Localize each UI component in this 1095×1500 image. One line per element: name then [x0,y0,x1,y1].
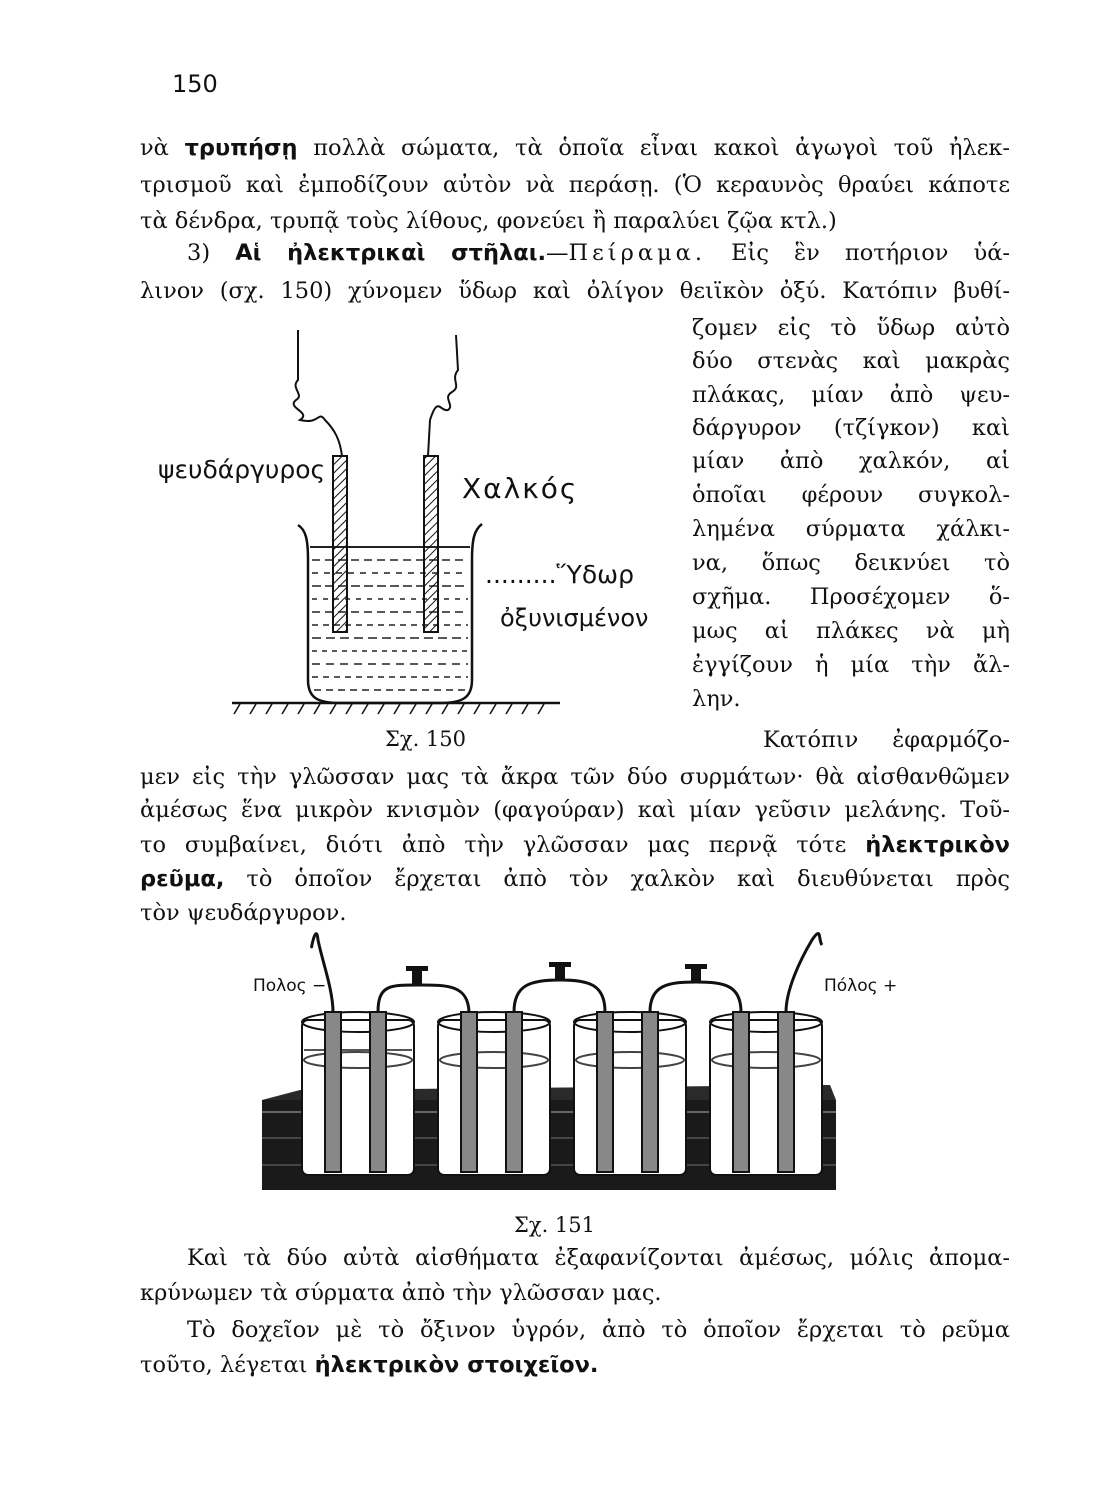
copper-label: Χαλκός [462,472,579,505]
section-title: Αἱ ἠλεκτρικαὶ στῆλαι. [235,240,547,266]
paragraph-1-line-2: τρισμοῦ καὶ ἐμποδίζουν αὐτὸν νὰ περάσῃ. (Ὁ κεραυνὸς θραύει κάποτε [140,172,1010,198]
negative-pole-label: Πολος − [253,976,327,996]
leader-dots: ......... [485,560,557,589]
section-number: 3) [187,240,211,266]
text: νὰ [140,135,185,161]
experiment-label: Πείραμα. [568,240,707,266]
jar-1 [302,1012,414,1175]
right-column-line: πλάκας, μίαν ἀπὸ ψευ- [692,382,1010,408]
figure-150-caption: Σχ. 150 [385,727,467,751]
right-column-line: δάργυρον (τζίγκον) καὶ [692,415,1010,441]
right-column-line: σχῆμα. Προσέχομεν ὅ- [692,584,1010,610]
paragraph-2-line-2: μεν εἰς τὴν γλῶσσαν μας τὰ ἄκρα τῶν δύο συρμάτων· θὰ αἰσθανθῶμεν [140,764,1010,790]
water-label: Ὕδωρ [556,560,634,589]
paragraph-2-line-1: Κατόπιν ἐφαρμόζο- [763,727,1010,753]
paragraph-3-line-2: κρύνωμεν τὰ σύρματα ἀπὸ τὴν γλῶσσαν μας. [140,1280,662,1306]
right-column-line: λην. [692,686,741,712]
paragraph-4-line-1: Τὸ δοχεῖον μὲ τὸ ὄξινον ὑγρόν, ἀπὸ τὸ ὁποῖον ἔρχεται τὸ ρεῦμα [187,1317,1010,1343]
right-column-line: να, ὅπως δεικνύει τὸ [692,550,1010,576]
paragraph-2-line-6: τὸν ψευδάργυρον. [140,900,347,926]
text: Εἰς ἓν ποτήριον ὑά- [706,240,1010,266]
paragraph-4-line-2 [140,1350,598,1380]
bold-term-electric-cell: ἠλεκτρικὸν στοιχεῖον. [314,1352,599,1378]
positive-pole-label: Πόλος + [824,976,898,996]
page-number: 150 [172,70,218,98]
section-dash: — [546,240,569,266]
zinc-label: ψευδάργυρος [158,455,326,484]
text: τὸ ὁποῖον ἔρχεται ἀπὸ τὸν χαλκὸν καὶ διευθύνεται πρὸς [224,866,1010,892]
bold-term-trypisi: τρυπήσῃ [184,135,298,161]
right-column-line: ζομεν εἰς τὸ ὕδωρ αὐτὸ [692,315,1010,341]
section-line-2: λινον (σχ. 150) χύνομεν ὕδωρ καὶ ὀλίγον θειϊκὸν ὀξύ. Κατόπιν βυθί- [140,278,1010,304]
jar-3 [574,1012,686,1175]
right-column-line: ἐγγίζουν ἡ μία τὴν ἄλ- [692,652,1010,678]
text: τοῦτο, λέγεται [140,1352,315,1378]
paragraph-3-line-1: Καὶ τὰ δύο αὐτὰ αἰσθήματα ἐξαφανίζονται ἀμέσως, μόλις ἀπομα- [187,1245,1010,1271]
bold-term-electric: ἠλεκτρικὸν [865,832,1010,858]
paragraph-2-line-3: ἀμέσως ἕνα μικρὸν κνισμὸν (φαγούραν) καὶ μίαν γεῦσιν μελάνης. Τοῦ- [140,797,1010,823]
jar-4 [710,1012,822,1175]
acidulated-label: ὀξυνισμένον [500,604,649,632]
text: το συμβαίνει, διότι ἀπὸ τὴν γλῶσσαν μας περνᾷ τότε [140,832,866,858]
jar-2 [438,1012,550,1175]
text: πολλὰ σώματα, τὰ ὁποῖα εἶναι κακοὶ ἀγωγοὶ τοῦ ἠλεκ- [297,135,1011,161]
right-column-line: μίαν ἀπὸ χαλκόν, αἱ [692,448,1010,474]
right-column-line: δύο στενὰς καὶ μακρὰς [692,348,1010,374]
figure-151-caption: Σχ. 151 [514,1213,596,1237]
right-column-line: ὁποῖαι φέρουν συγκολ- [692,482,1010,508]
right-column-line: λημένα σύρματα χάλκι- [692,516,1010,542]
right-column-line: μως αἱ πλάκες νὰ μὴ [692,618,1010,644]
paragraph-1-line-3: τὰ δένδρα, τρυπᾷ τοὺς λίθους, φονεύει ἢ παραλύει ζῷα κτλ.) [140,208,837,234]
connecting-wires [312,934,822,1012]
bold-term-current: ρεῦμα, [140,866,225,892]
